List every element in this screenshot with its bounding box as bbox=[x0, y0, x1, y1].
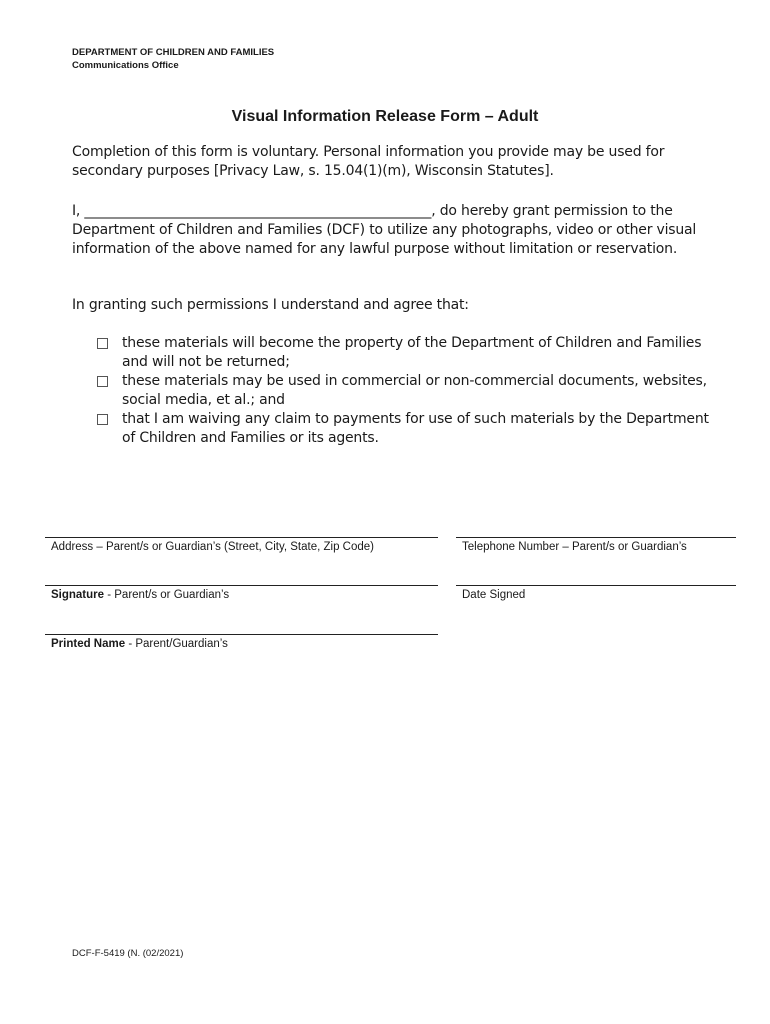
signature-label: Signature - Parent/s or Guardian’s bbox=[51, 589, 230, 601]
date-signed-label: Date Signed bbox=[462, 589, 526, 601]
form-title: Visual Information Release Form – Adult bbox=[231, 108, 539, 125]
agreement-checklist bbox=[97, 334, 717, 448]
checklist-item bbox=[97, 334, 717, 372]
intro-paragraph: Completion of this form is voluntary. Personal information you provide may be used for secondary purposes [Privacy Law, s. 15.04(1)(m), Wisconsin Statutes]. bbox=[72, 144, 665, 179]
checklist-item-text: these materials will become the property of the Department of Children and Families and will not be returned; bbox=[122, 335, 702, 370]
checkbox-3[interactable] bbox=[97, 414, 108, 425]
checkbox-2[interactable] bbox=[97, 376, 108, 387]
department-name: DEPARTMENT OF CHILDREN AND FAMILIES bbox=[72, 47, 275, 58]
address-field[interactable] bbox=[45, 537, 438, 553]
telephone-label: Telephone Number – Parent/s or Guardian’s bbox=[462, 541, 687, 553]
checklist-item bbox=[97, 410, 717, 448]
office-name: Communications Office bbox=[72, 60, 179, 71]
agree-paragraph: In granting such permissions I understand and agree that: bbox=[72, 297, 469, 313]
telephone-field[interactable] bbox=[456, 537, 736, 553]
address-label: Address – Parent/s or Guardian’s (Street, City, State, Zip Code) bbox=[51, 541, 374, 553]
checklist-item-text: these materials may be used in commercial or non-commercial documents, websites, social media, et al.; and bbox=[122, 373, 707, 408]
printed-name-field[interactable] bbox=[45, 634, 438, 650]
checklist-item bbox=[97, 372, 717, 410]
checklist-item-text: that I am waiving any claim to payments for use of such materials by the Department of Children and Families or its agents. bbox=[122, 411, 709, 446]
printed-name-label: Printed Name - Parent/Guardian’s bbox=[51, 638, 228, 650]
form-number: DCF-F-5419 (N. (02/2021) bbox=[72, 948, 184, 959]
grant-paragraph: I, ___________________________________________________, do hereby grant permission to the Department of Children and Families (DCF) to utilize any photographs, video or other visual information of the above named for any lawful purpose without limitation or reservation. bbox=[72, 203, 697, 257]
signature-field[interactable] bbox=[45, 585, 438, 601]
document-header bbox=[72, 46, 274, 72]
checkbox-1[interactable] bbox=[97, 338, 108, 349]
date-signed-field[interactable] bbox=[456, 585, 736, 601]
